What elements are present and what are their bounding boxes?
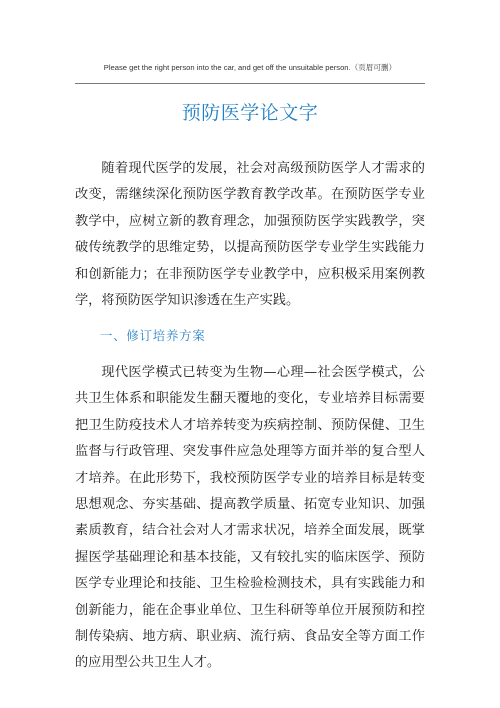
section-heading-1: 一、修订培养方案 (100, 328, 206, 343)
header-divider (75, 83, 425, 84)
page-header-text: Please get the right person into the car, and get off the unsuitable person.（页眉可删） (103, 63, 397, 72)
intro-paragraph: 随着现代医学的发展，社会对高级预防医学人才需求的改变，需继续深化预防医学教育教学改革。在预防医学专业教学中，应树立新的教育理念，加强预防医学实践教学，突破传统教学的思维定势，以提高预防医学专业学生实践能力和创新能力；在非预防医学专业教学中，应积极采用案例教学，将预防医学知识渗透在生产实践。 (75, 161, 425, 309)
section-1-paragraph: 现代医学模式已转变为生物—心理—社会医学模式，公共卫生体系和职能发生翻天覆地的变化，专业培养目标需要把卫生防疫技术人才培养转变为疾病控制、预防保健、卫生监督与行政管理、突发事件应急处理等方面并举的复合型人才培养。在此形势下，我校预防医学专业的培养目标是转变思想观念、夯实基础、提高教学质量、拓宽专业知识、加强素质教育，结合社会对人才需求状况，培养全面发展，既掌握医学基础理论和基本技能，又有较扎实的临床医学、预防医学专业理论和技能、卫生检验检测技术，具有实践能力和创新能力，能在企事业单位、卫生科研等单位开展预防和控制传染病、地方病、职业病、流行病、食品安全等方面工作的应用型公共卫生人才。 (75, 365, 425, 671)
document-title: 预防医学论文字 (181, 102, 319, 124)
